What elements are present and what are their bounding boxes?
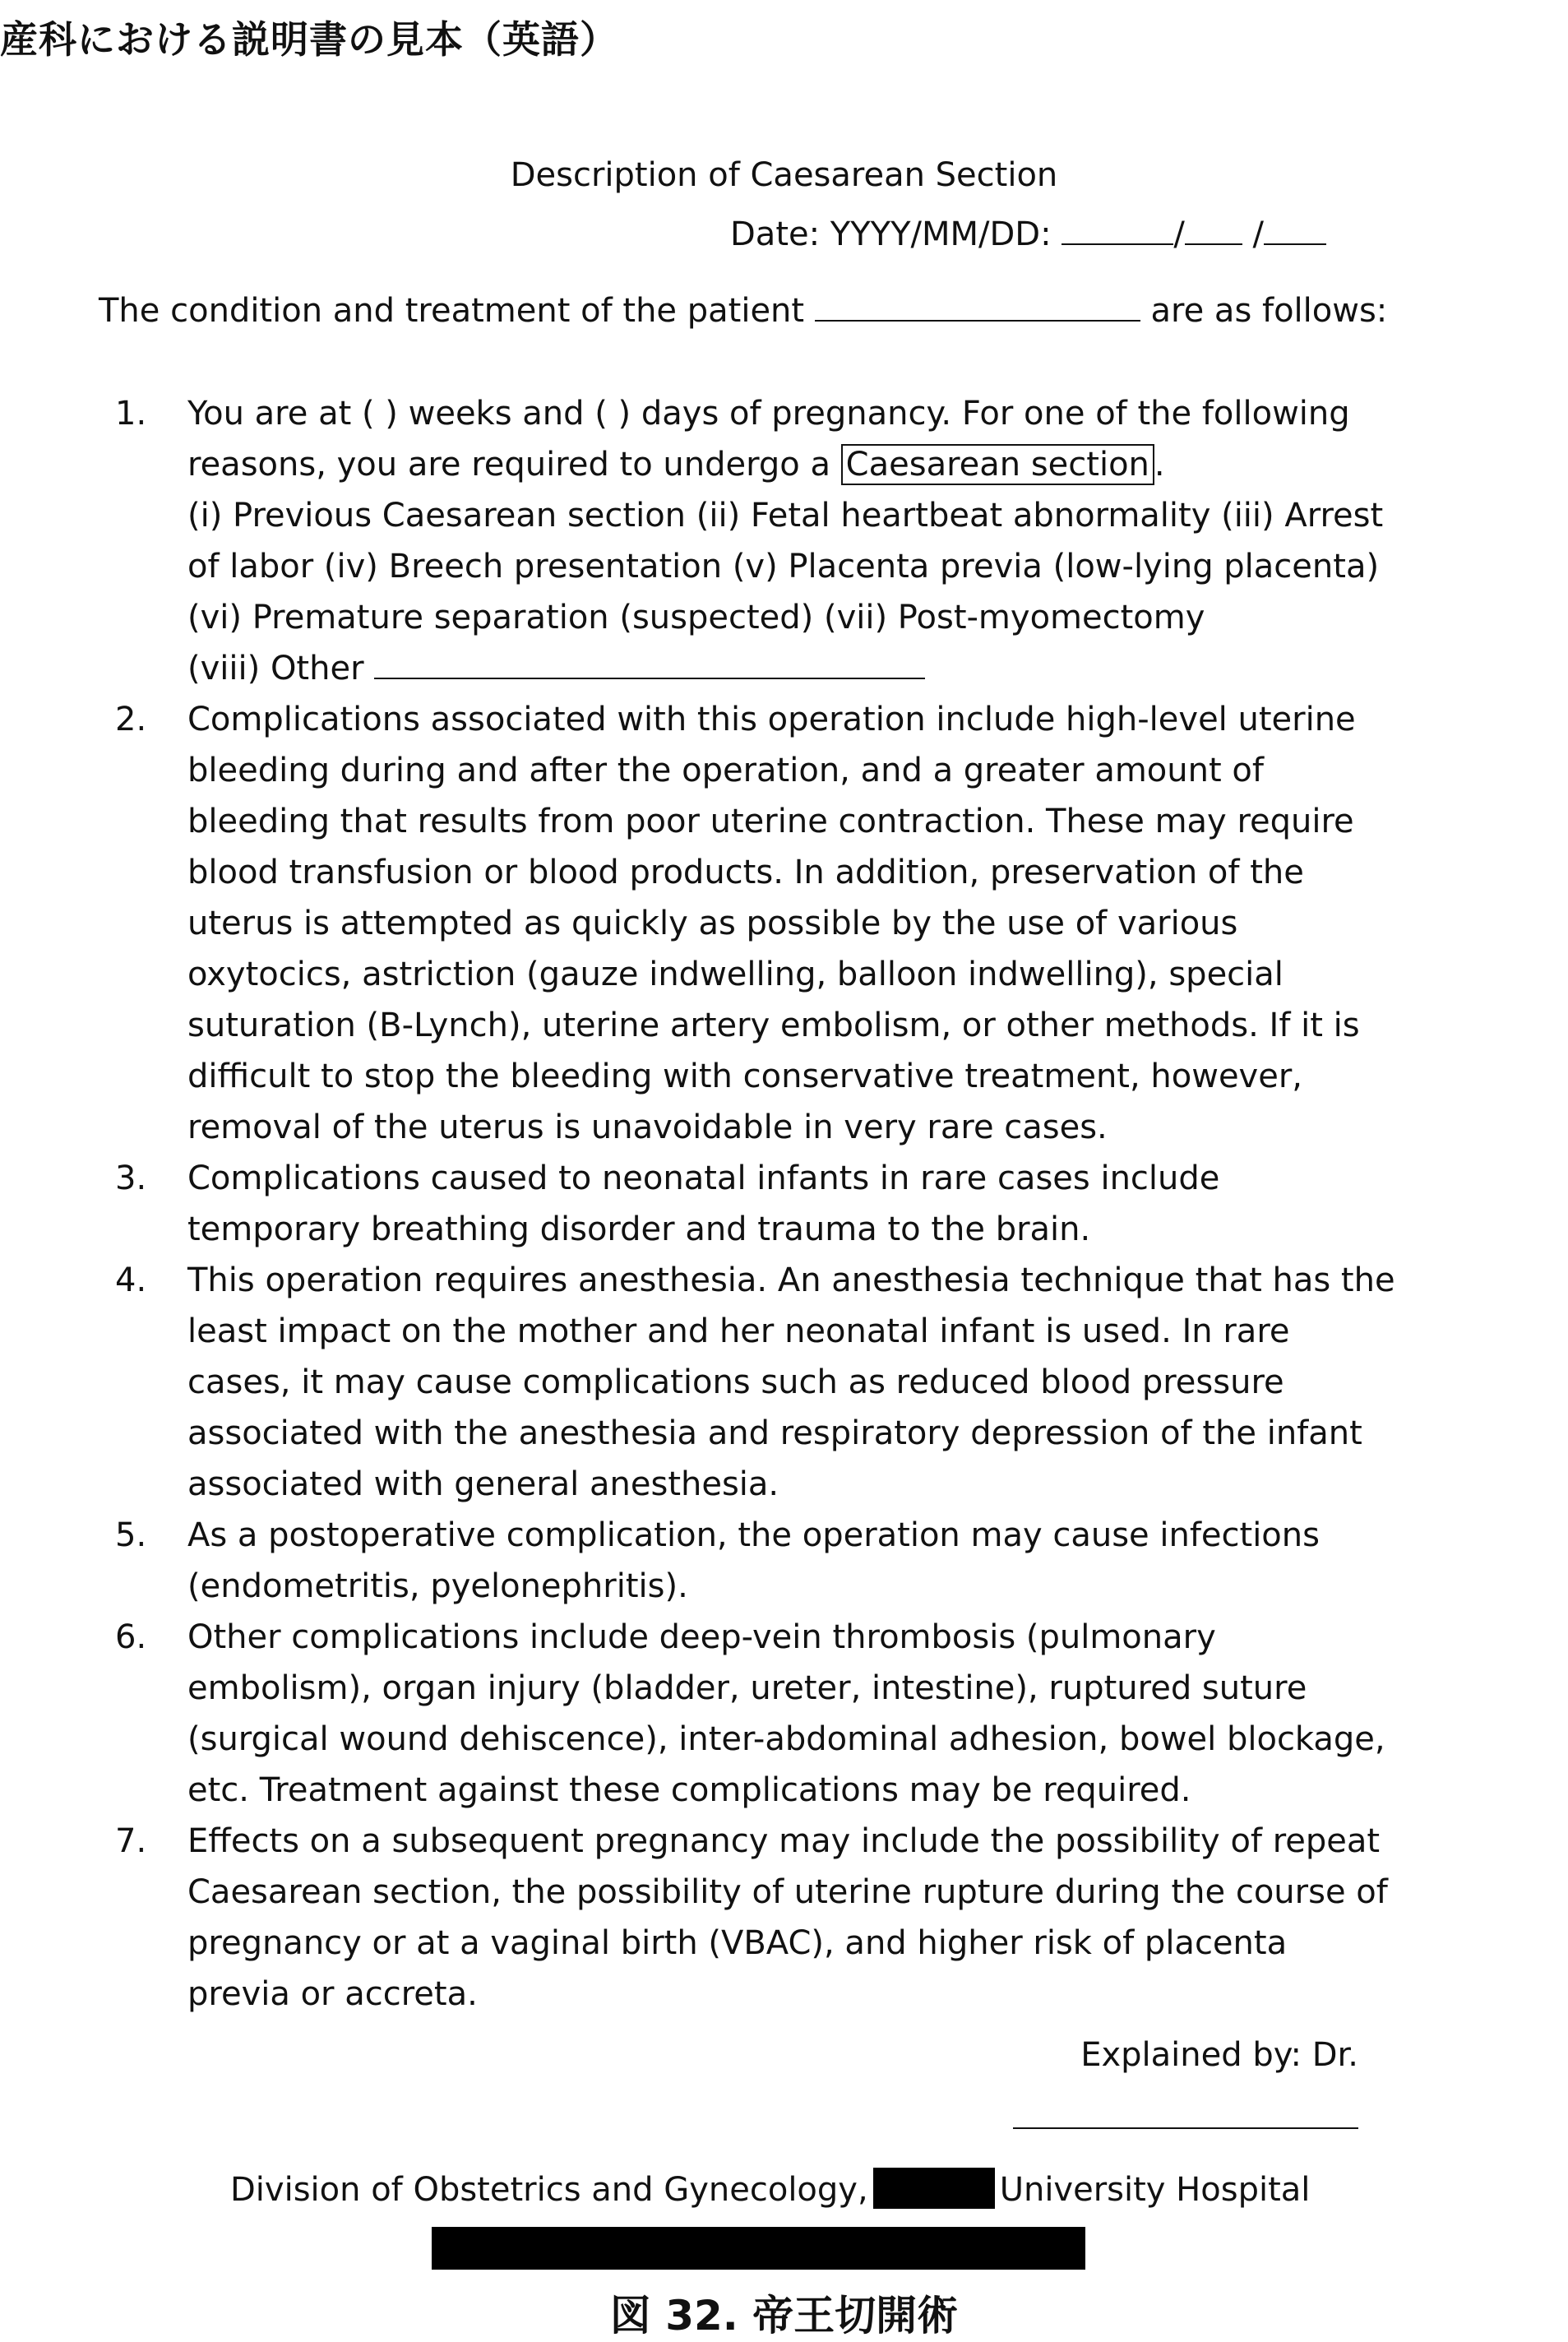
item-number: 1. xyxy=(115,395,147,433)
date-line xyxy=(730,215,1326,253)
item-text: . xyxy=(1154,446,1165,484)
date-separator: / xyxy=(1252,215,1264,253)
item-number: 3. xyxy=(115,1159,147,1197)
intro-line xyxy=(99,292,1387,330)
item-text: This operation requires anesthesia. An anesthesia technique that has the least impact on the mother and her neonatal infant is used. In rare cases, it may cause complications such as reduced blood pressure associated with the anesthesia and respiratory depression of the infant associated with general anesthesia. xyxy=(187,1261,1395,1503)
division-text: Division of Obstetrics and Gynecology, xyxy=(230,2171,868,2209)
patient-name-blank xyxy=(815,319,1140,322)
redaction-bar xyxy=(432,2227,1085,2270)
list-item xyxy=(115,694,1398,1153)
document-title: Description of Caesarean Section xyxy=(510,156,1058,194)
explanation-list xyxy=(115,388,1398,2020)
boxed-procedure: Caesarean section xyxy=(841,444,1154,485)
redaction-block xyxy=(873,2168,995,2209)
intro-text: are as follows: xyxy=(1150,292,1388,330)
item-line xyxy=(187,643,1398,694)
item-text: As a postoperative complication, the operation may cause infections (endometritis, pyelonephritis). xyxy=(187,1516,1320,1605)
division-line xyxy=(230,2168,1310,2209)
date-separator: / xyxy=(1173,215,1185,253)
item-number: 4. xyxy=(115,1261,147,1299)
item-text: Complications associated with this operation include high-level uterine bleeding during and after the operation, and a greater amount of bleeding that results from poor uterine contraction. These may require blood transfusion or blood products. In addition, preservation of the uterus is attempted as quickly as possible by the use of various oxytocics, astriction (gauze indwelling, balloon indwelling), special suturation (B-Lynch), uterine artery embolism, or other methods. If it is difficult to stop the bleeding with conservative treatment, however, removal of the uterus is unavoidable in very rare cases. xyxy=(187,701,1360,1146)
item-text: reasons, you are required to undergo a xyxy=(187,446,830,484)
figure-caption: 図 32. 帝王切開術 xyxy=(609,2292,959,2340)
list-item xyxy=(115,1816,1398,2020)
item-text: (viii) Other xyxy=(187,650,364,687)
date-month-blank xyxy=(1185,243,1242,245)
list-item xyxy=(115,1153,1398,1255)
intro-text: The condition and treatment of the patient xyxy=(99,292,805,330)
item-number: 7. xyxy=(115,1822,147,1860)
item-line xyxy=(187,439,1398,490)
explained-by: Explained by: Dr. xyxy=(1080,2036,1358,2074)
other-reason-blank xyxy=(374,677,925,679)
item-number: 5. xyxy=(115,1516,147,1554)
list-item xyxy=(115,1510,1398,1612)
item-line: You are at ( ) weeks and ( ) days of pregnancy. For one of the following xyxy=(187,395,1350,433)
list-item xyxy=(115,1255,1398,1510)
list-item xyxy=(115,388,1398,694)
date-label: Date: YYYY/MM/DD: xyxy=(730,215,1052,253)
item-text: Complications caused to neonatal infants in rare cases include temporary breathing disorder and trauma to the brain. xyxy=(187,1159,1220,1248)
page-header-title: 産科における説明書の見本（英語） xyxy=(0,17,618,62)
date-day-blank xyxy=(1264,243,1326,245)
division-text: University Hospital xyxy=(999,2171,1311,2209)
item-text: Effects on a subsequent pregnancy may include the possibility of repeat Caesarean section, the possibility of uterine rupture during the course of pregnancy or at a vaginal birth (VBAC), and higher risk of placenta previa or accreta. xyxy=(187,1822,1388,2013)
date-year-blank xyxy=(1062,243,1173,245)
signature-line xyxy=(1013,2127,1358,2129)
item-number: 2. xyxy=(115,701,147,738)
item-line: (i) Previous Caesarean section (ii) Fetal heartbeat abnormality (iii) Arrest xyxy=(187,497,1384,535)
item-number: 6. xyxy=(115,1618,147,1656)
item-line: of labor (iv) Breech presentation (v) Placenta previa (low-lying placenta) xyxy=(187,548,1380,586)
item-line: (vi) Premature separation (suspected) (vii) Post-myomectomy xyxy=(187,599,1205,636)
list-item xyxy=(115,1612,1398,1816)
item-text: Other complications include deep-vein thrombosis (pulmonary embolism), organ injury (bladder, ureter, intestine), ruptured suture (surgical wound dehiscence), inter-abdominal adhesion, bowel blockage, etc. Treatment against these complications may be required. xyxy=(187,1618,1385,1809)
